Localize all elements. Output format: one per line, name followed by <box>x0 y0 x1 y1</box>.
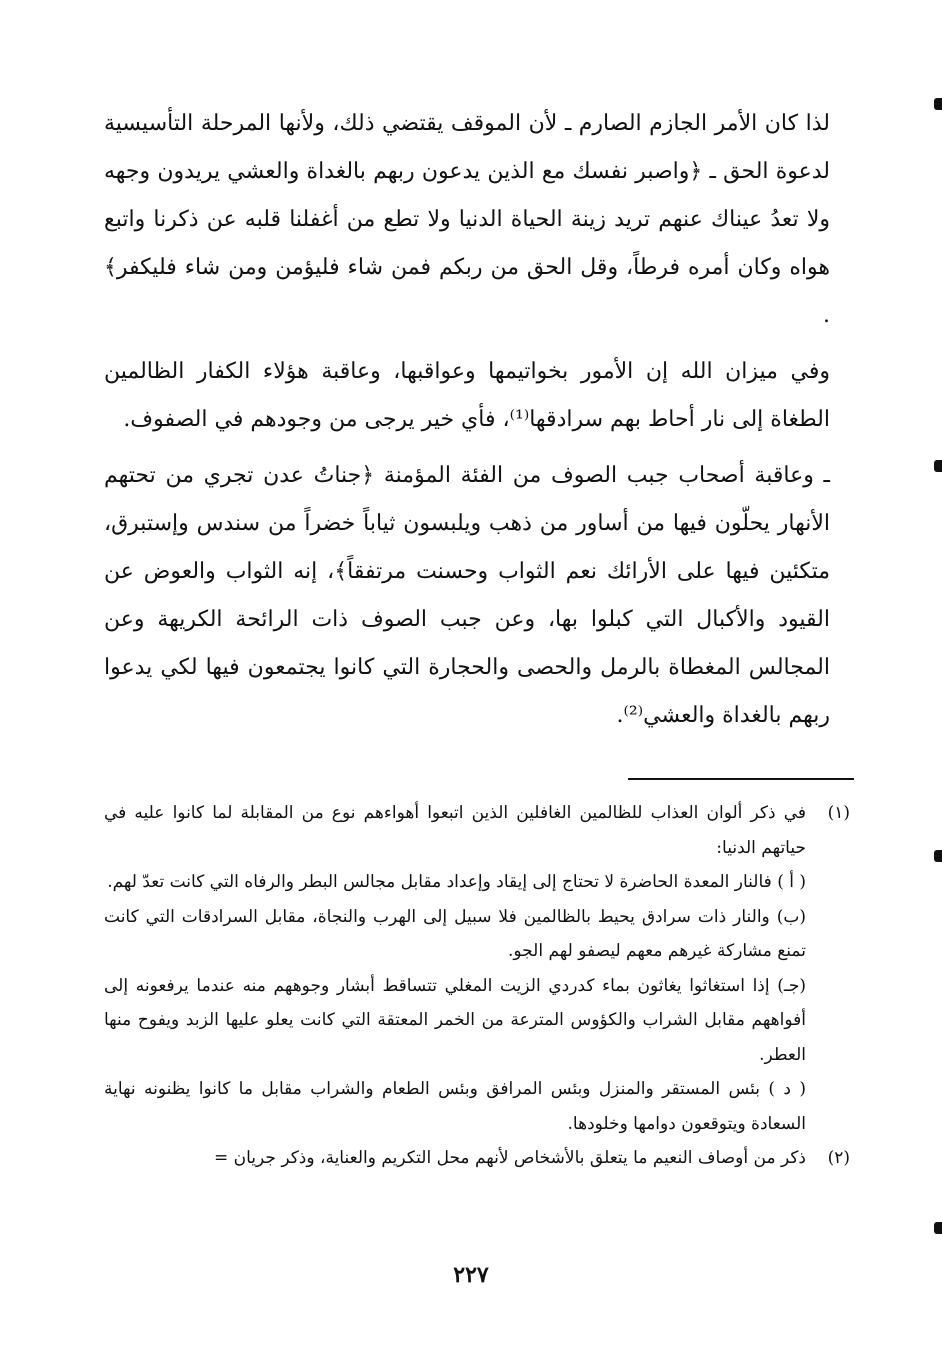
footnotes-section <box>104 796 850 1176</box>
footnote-item: (جـ) إذا استغاثوا يغاثون بماء كدردي الزيت المغلي تتساقط أبشار وجوههم منه عندما يرفعونه إلى أفواههم مقابل الشراب والكؤوس المترعة من الخمر المعتقة التي كانت يعلو عليها الزبد ويفوح منها العطر. <box>104 975 806 1065</box>
footnote-body <box>104 796 806 1141</box>
scan-edge-mark <box>934 850 942 862</box>
footnote-item: (ب) والنار ذات سرادق يحيط بالظالمين فلا سبيل إلى الهرب والنجاة، مقابل السرادقات التي كانت تمنع مشاركة غيرهم معهم ليصفو لهم الجو. <box>104 906 806 961</box>
page-number: ٢٢٧ <box>453 1262 489 1288</box>
footnote-number: (٢) <box>827 1148 850 1168</box>
scan-edge-mark <box>934 460 942 472</box>
scan-edge-mark <box>934 1222 942 1234</box>
footnote-text: في ذكر ألوان العذاب للظالمين الغافلين الذين اتبعوا أهواءهم نوع من المقابلة لما كانوا عليه في حياتهم الدنيا: <box>104 803 806 858</box>
main-text-body <box>104 100 830 748</box>
paragraph: وفي ميزان الله إن الأمور بخواتيمها وعواقبها، وعاقبة هؤلاء الكفار الظالمين الطغاة إلى نار أحاط بهم سرادقها⁽¹⁾، فأي خير يرجى من وجودهم في الصفوف. <box>104 359 830 432</box>
footnote-2 <box>104 1141 850 1176</box>
footnote-1 <box>104 796 850 1141</box>
footnote-text: ذكر من أوصاف النعيم ما يتعلق بالأشخاص لأنهم محل التكريم والعناية، وذكر جريان = <box>213 1148 806 1168</box>
footnote-divider <box>628 778 854 780</box>
footnote-item: ( د ) بئس المستقر والمنزل وبئس المرافق وبئس الطعام والشراب مقابل ما كانوا يظنونه نهاية السعادة ويتوقعون دوامها وخلودها. <box>104 1079 806 1134</box>
footnote-number: (١) <box>827 803 850 823</box>
footnote-body <box>104 1141 806 1176</box>
paragraph: ـ وعاقبة أصحاب جبب الصوف من الفئة المؤمنة ﴿جناتُ عدن تجري من تحتهم الأنهار يحلّون فيها من أساور من ذهب ويلبسون ثياباً خضراً من سندس وإستبرق، متكئين فيها على الأرائك نعم الثواب وحسنت مرتفقاً﴾، إنه الثواب والعوض عن القيود والأكبال التي كبلوا بها، وعن جبب الصوف ذات الرائحة الكريهة وعن المجالس المغطاة بالرمل والحصى والحجارة التي كانوا يجتمعون فيها لكي يدعوا ربهم بالغداة والعشي⁽²⁾. <box>104 463 830 728</box>
footnote-item: ( أ ) فالنار المعدة الحاضرة لا تحتاج إلى إيقاد وإعداد مقابل مجالس البطر والرفاه التي كانت تعدّ لهم. <box>107 872 806 892</box>
scan-edge-mark <box>934 98 942 110</box>
paragraph: لذا كان الأمر الجازم الصارم ـ لأن الموقف يقتضي ذلك، ولأنها المرحلة التأسيسية لدعوة الحق ـ ﴿واصبر نفسك مع الذين يدعون ربهم بالغداة والعشي يريدون وجهه ولا تعدُ عيناك عنهم تريد زينة الحياة الدنيا ولا تطع من أغفلنا قلبه عن ذكرنا واتبع هواه وكان أمره فرطاً، وقل الحق من ربكم فمن شاء فليؤمن ومن شاء فليكفر﴾ . <box>104 111 831 328</box>
